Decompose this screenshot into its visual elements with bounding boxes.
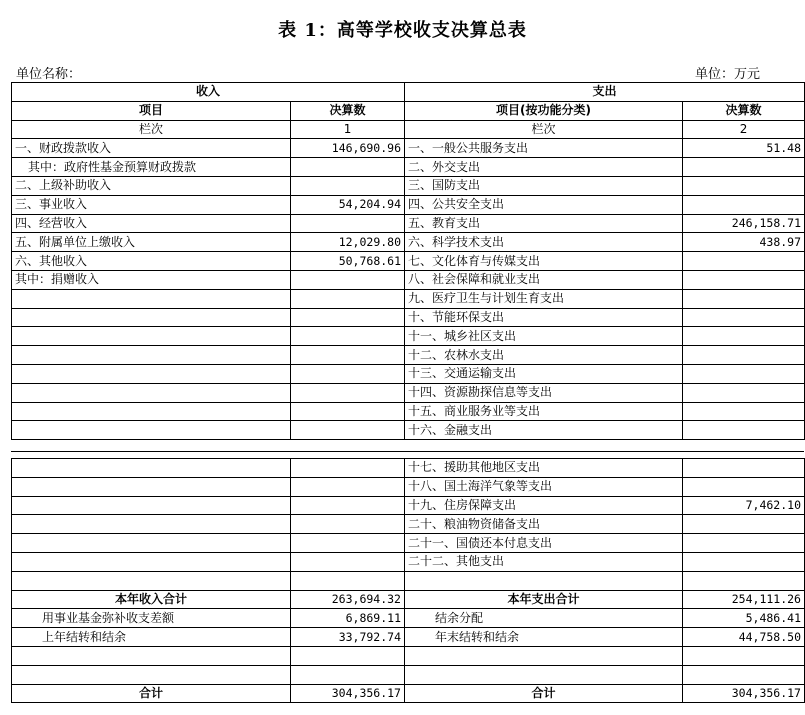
- income-value-cell: [291, 214, 405, 233]
- expense-value-cell: [683, 346, 805, 365]
- grand-total-label: 合计: [12, 684, 291, 703]
- year-income-total-value: 263,694.32: [291, 590, 405, 609]
- table-row: [12, 308, 805, 327]
- income-value-cell: [291, 552, 405, 571]
- unit-name-label: 单位名称：: [16, 67, 82, 82]
- income-value-cell: [291, 534, 405, 553]
- year-income-total-label: 本年收入合计: [12, 590, 291, 609]
- table-row: [12, 571, 805, 590]
- expense-item-cell: 十三、交通运输支出: [405, 364, 683, 383]
- expense-value-cell: [683, 308, 805, 327]
- expense-value-cell: [683, 421, 805, 440]
- table-row: [12, 176, 805, 195]
- expense-item-cell: 五、教育支出: [405, 214, 683, 233]
- expense-value-cell: [683, 534, 805, 553]
- expense-item-cell: 十二、农林水支出: [405, 346, 683, 365]
- expense-value-cell: [683, 364, 805, 383]
- expense-item-cell: 十六、金融支出: [405, 421, 683, 440]
- expense-item-cell: 十、节能环保支出: [405, 308, 683, 327]
- income-item-cell: [12, 477, 291, 496]
- page-title: 表 1：高等学校收支决算总表: [278, 20, 527, 41]
- table-row: [12, 289, 805, 308]
- income-value-cell: [291, 308, 405, 327]
- year-expense-total-value: 254,111.26: [683, 590, 805, 609]
- table-row: [12, 552, 805, 571]
- expense-item-cell: 一、一般公共服务支出: [405, 139, 683, 158]
- table-row: [12, 327, 805, 346]
- grand-total-expense-label: 合计: [405, 684, 683, 703]
- expense-value-cell: 246,158.71: [683, 214, 805, 233]
- expense-value-cell: [683, 571, 805, 590]
- expense-value-cell: [683, 459, 805, 478]
- table-row: [12, 421, 805, 440]
- expense-item-cell: 十一、城乡社区支出: [405, 327, 683, 346]
- expense-value-cell: [683, 195, 805, 214]
- income-item-cell: [12, 421, 291, 440]
- income-item-cell: [12, 308, 291, 327]
- expense-value-cell: [683, 158, 805, 177]
- year-expense-total-label: 本年支出合计: [405, 590, 683, 609]
- table-row: [12, 270, 805, 289]
- expense-value-cell: [683, 289, 805, 308]
- income-value-cell: 12,029.80: [291, 233, 405, 252]
- expense-item-cell: 六、科学技术支出: [405, 233, 683, 252]
- blank-cell: [12, 646, 291, 665]
- income-value-cell: [291, 158, 405, 177]
- income-value-cell: [291, 270, 405, 289]
- income-item-cell: [12, 327, 291, 346]
- col-label-expense: 栏次: [405, 120, 683, 139]
- income-item-cell: [12, 459, 291, 478]
- income-item-cell: [12, 364, 291, 383]
- income-value-cell: [291, 289, 405, 308]
- table-row: [12, 515, 805, 534]
- blank-cell: [683, 665, 805, 684]
- expense-item-cell: 二十、粮油物资储备支出: [405, 515, 683, 534]
- carry-out-value: 44,758.50: [683, 628, 805, 647]
- table-row: [12, 383, 805, 402]
- expense-item-cell: 三、国防支出: [405, 176, 683, 195]
- income-value-cell: 54,204.94: [291, 195, 405, 214]
- surplus-label: 结余分配: [405, 609, 683, 628]
- income-value-cell: [291, 383, 405, 402]
- income-item-cell: 六、其他收入: [12, 252, 291, 271]
- income-item-cell: 一、财政拨款收入: [12, 139, 291, 158]
- income-item-cell: [12, 571, 291, 590]
- expense-item-cell: 二、外交支出: [405, 158, 683, 177]
- expense-item-cell: [405, 571, 683, 590]
- blank-cell: [291, 646, 405, 665]
- table-row: [12, 233, 805, 252]
- table-row: [12, 252, 805, 271]
- table-row: [12, 214, 805, 233]
- table-row: [12, 139, 805, 158]
- income-item-cell: 其中：捐赠收入: [12, 270, 291, 289]
- fund-value: 6,869.11: [291, 609, 405, 628]
- income-value-cell: [291, 515, 405, 534]
- income-value-cell: [291, 176, 405, 195]
- income-header: 收入: [12, 83, 405, 102]
- income-value-cell: 146,690.96: [291, 139, 405, 158]
- col-label-income: 栏次: [12, 120, 291, 139]
- col-number-1: 1: [291, 120, 405, 139]
- table-row: [12, 402, 805, 421]
- carry-in-value: 33,792.74: [291, 628, 405, 647]
- table-row: [12, 477, 805, 496]
- expense-value-cell: [683, 552, 805, 571]
- carry-in-label: 上年结转和结余: [12, 628, 291, 647]
- blank-cell: [12, 665, 291, 684]
- expense-item-cell: 四、公共安全支出: [405, 195, 683, 214]
- expense-value-cell: 438.97: [683, 233, 805, 252]
- expense-item-header: 项目(按功能分类): [405, 101, 683, 120]
- income-value-cell: [291, 327, 405, 346]
- blank-cell: [405, 665, 683, 684]
- expense-item-cell: 八、社会保障和就业支出: [405, 270, 683, 289]
- carry-out-label: 年末结转和结余: [405, 628, 683, 647]
- expense-item-cell: 二十一、国债还本付息支出: [405, 534, 683, 553]
- expense-value-cell: [683, 515, 805, 534]
- expense-header: 支出: [405, 83, 805, 102]
- expense-amount-header: 决算数: [683, 101, 805, 120]
- blank-cell: [405, 646, 683, 665]
- table-row: [12, 459, 805, 478]
- grand-total-income-value: 304,356.17: [291, 684, 405, 703]
- expense-value-cell: [683, 477, 805, 496]
- expense-item-cell: 十八、国土海洋气象等支出: [405, 477, 683, 496]
- income-value-cell: [291, 402, 405, 421]
- expense-item-cell: 十四、资源勘探信息等支出: [405, 383, 683, 402]
- income-item-cell: [12, 402, 291, 421]
- col-number-2: 2: [683, 120, 805, 139]
- income-value-cell: [291, 496, 405, 515]
- income-amount-header: 决算数: [291, 101, 405, 120]
- expense-value-cell: [683, 402, 805, 421]
- budget-table-part2: [11, 458, 805, 703]
- expense-item-cell: 十七、援助其他地区支出: [405, 459, 683, 478]
- budget-table-part1: [11, 82, 805, 440]
- expense-value-cell: [683, 176, 805, 195]
- income-item-cell: [12, 496, 291, 515]
- page-break-divider: [11, 451, 804, 452]
- income-item-cell: 其中：政府性基金预算财政拨款: [12, 158, 291, 177]
- income-item-header: 项目: [12, 101, 291, 120]
- income-item-cell: 二、上级补助收入: [12, 176, 291, 195]
- income-item-cell: [12, 346, 291, 365]
- fund-label: 用事业基金弥补收支差额: [12, 609, 291, 628]
- income-item-cell: 四、经营收入: [12, 214, 291, 233]
- income-value-cell: [291, 571, 405, 590]
- expense-value-cell: [683, 270, 805, 289]
- expense-item-cell: 二十二、其他支出: [405, 552, 683, 571]
- income-item-cell: 三、事业收入: [12, 195, 291, 214]
- expense-item-cell: 七、文化体育与传媒支出: [405, 252, 683, 271]
- unit-label: 单位：万元: [694, 67, 760, 82]
- expense-value-cell: 7,462.10: [683, 496, 805, 515]
- grand-total-expense-value: 304,356.17: [683, 684, 805, 703]
- income-item-cell: 五、附属单位上缴收入: [12, 233, 291, 252]
- surplus-value: 5,486.41: [683, 609, 805, 628]
- table-row: [12, 158, 805, 177]
- table-row: [12, 346, 805, 365]
- income-item-cell: [12, 552, 291, 571]
- table-row: [12, 364, 805, 383]
- income-item-cell: [12, 289, 291, 308]
- blank-cell: [291, 665, 405, 684]
- expense-value-cell: 51.48: [683, 139, 805, 158]
- income-value-cell: [291, 346, 405, 365]
- income-value-cell: [291, 477, 405, 496]
- table-row: [12, 195, 805, 214]
- income-item-cell: [12, 534, 291, 553]
- income-item-cell: [12, 383, 291, 402]
- table-row: [12, 496, 805, 515]
- income-value-cell: 50,768.61: [291, 252, 405, 271]
- expense-item-cell: 十五、商业服务业等支出: [405, 402, 683, 421]
- expense-item-cell: 十九、住房保障支出: [405, 496, 683, 515]
- expense-value-cell: [683, 383, 805, 402]
- income-item-cell: [12, 515, 291, 534]
- income-value-cell: [291, 459, 405, 478]
- income-value-cell: [291, 364, 405, 383]
- blank-cell: [683, 646, 805, 665]
- expense-item-cell: 九、医疗卫生与计划生育支出: [405, 289, 683, 308]
- expense-value-cell: [683, 252, 805, 271]
- expense-value-cell: [683, 327, 805, 346]
- income-value-cell: [291, 421, 405, 440]
- table-row: [12, 534, 805, 553]
